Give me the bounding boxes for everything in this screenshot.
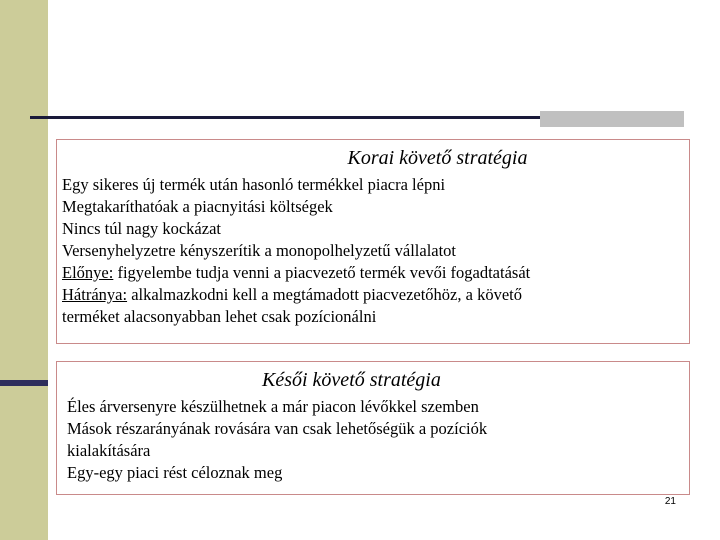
- late-follower-line: Éles árversenyre készülhetnek a már piacon lévőkkel szemben: [67, 397, 479, 416]
- disadvantage-line: [62, 284, 683, 306]
- early-follower-title: Korai követő stratégia: [347, 147, 528, 169]
- advantage-line: [62, 262, 683, 284]
- late-follower-title: Késői követő stratégia: [262, 369, 441, 391]
- left-bar-accent: [0, 380, 48, 386]
- early-follower-line: Nincs túl nagy kockázat: [62, 219, 221, 238]
- late-follower-box: [56, 361, 690, 495]
- early-follower-line: Megtakaríthatóak a piacnyitási költségek: [62, 197, 333, 216]
- disadvantage-label: Hátránya:: [62, 285, 128, 304]
- early-follower-line: Egy sikeres új termék után hasonló termékkel piacra lépni: [62, 175, 446, 194]
- advantage-label: Előnye:: [62, 263, 114, 282]
- top-rule: [30, 116, 540, 119]
- early-follower-line: Versenyhelyzetre kényszerítik a monopolhelyzetű vállalatot: [62, 241, 457, 260]
- late-follower-line: Mások részarányának rovására van csak lehetőségük a pozíciók: [67, 419, 488, 438]
- early-follower-box: [56, 139, 690, 344]
- disadvantage-text: alkalmazkodni kell a megtámadott piacvezetőhöz, a követő: [127, 285, 522, 304]
- left-decorative-bar: [0, 0, 48, 540]
- advantage-text: figyelembe tudja venni a piacvezető termék vevői fogadtatását: [113, 263, 531, 282]
- disadvantage-line-cont: terméket alacsonyabban lehet csak pozícionálni: [62, 307, 377, 326]
- page-number: 21: [664, 496, 676, 507]
- late-follower-line: kialakítására: [67, 441, 151, 460]
- late-follower-line: Egy-egy piaci rést céloznak meg: [67, 463, 283, 482]
- top-rule-block: [540, 111, 684, 127]
